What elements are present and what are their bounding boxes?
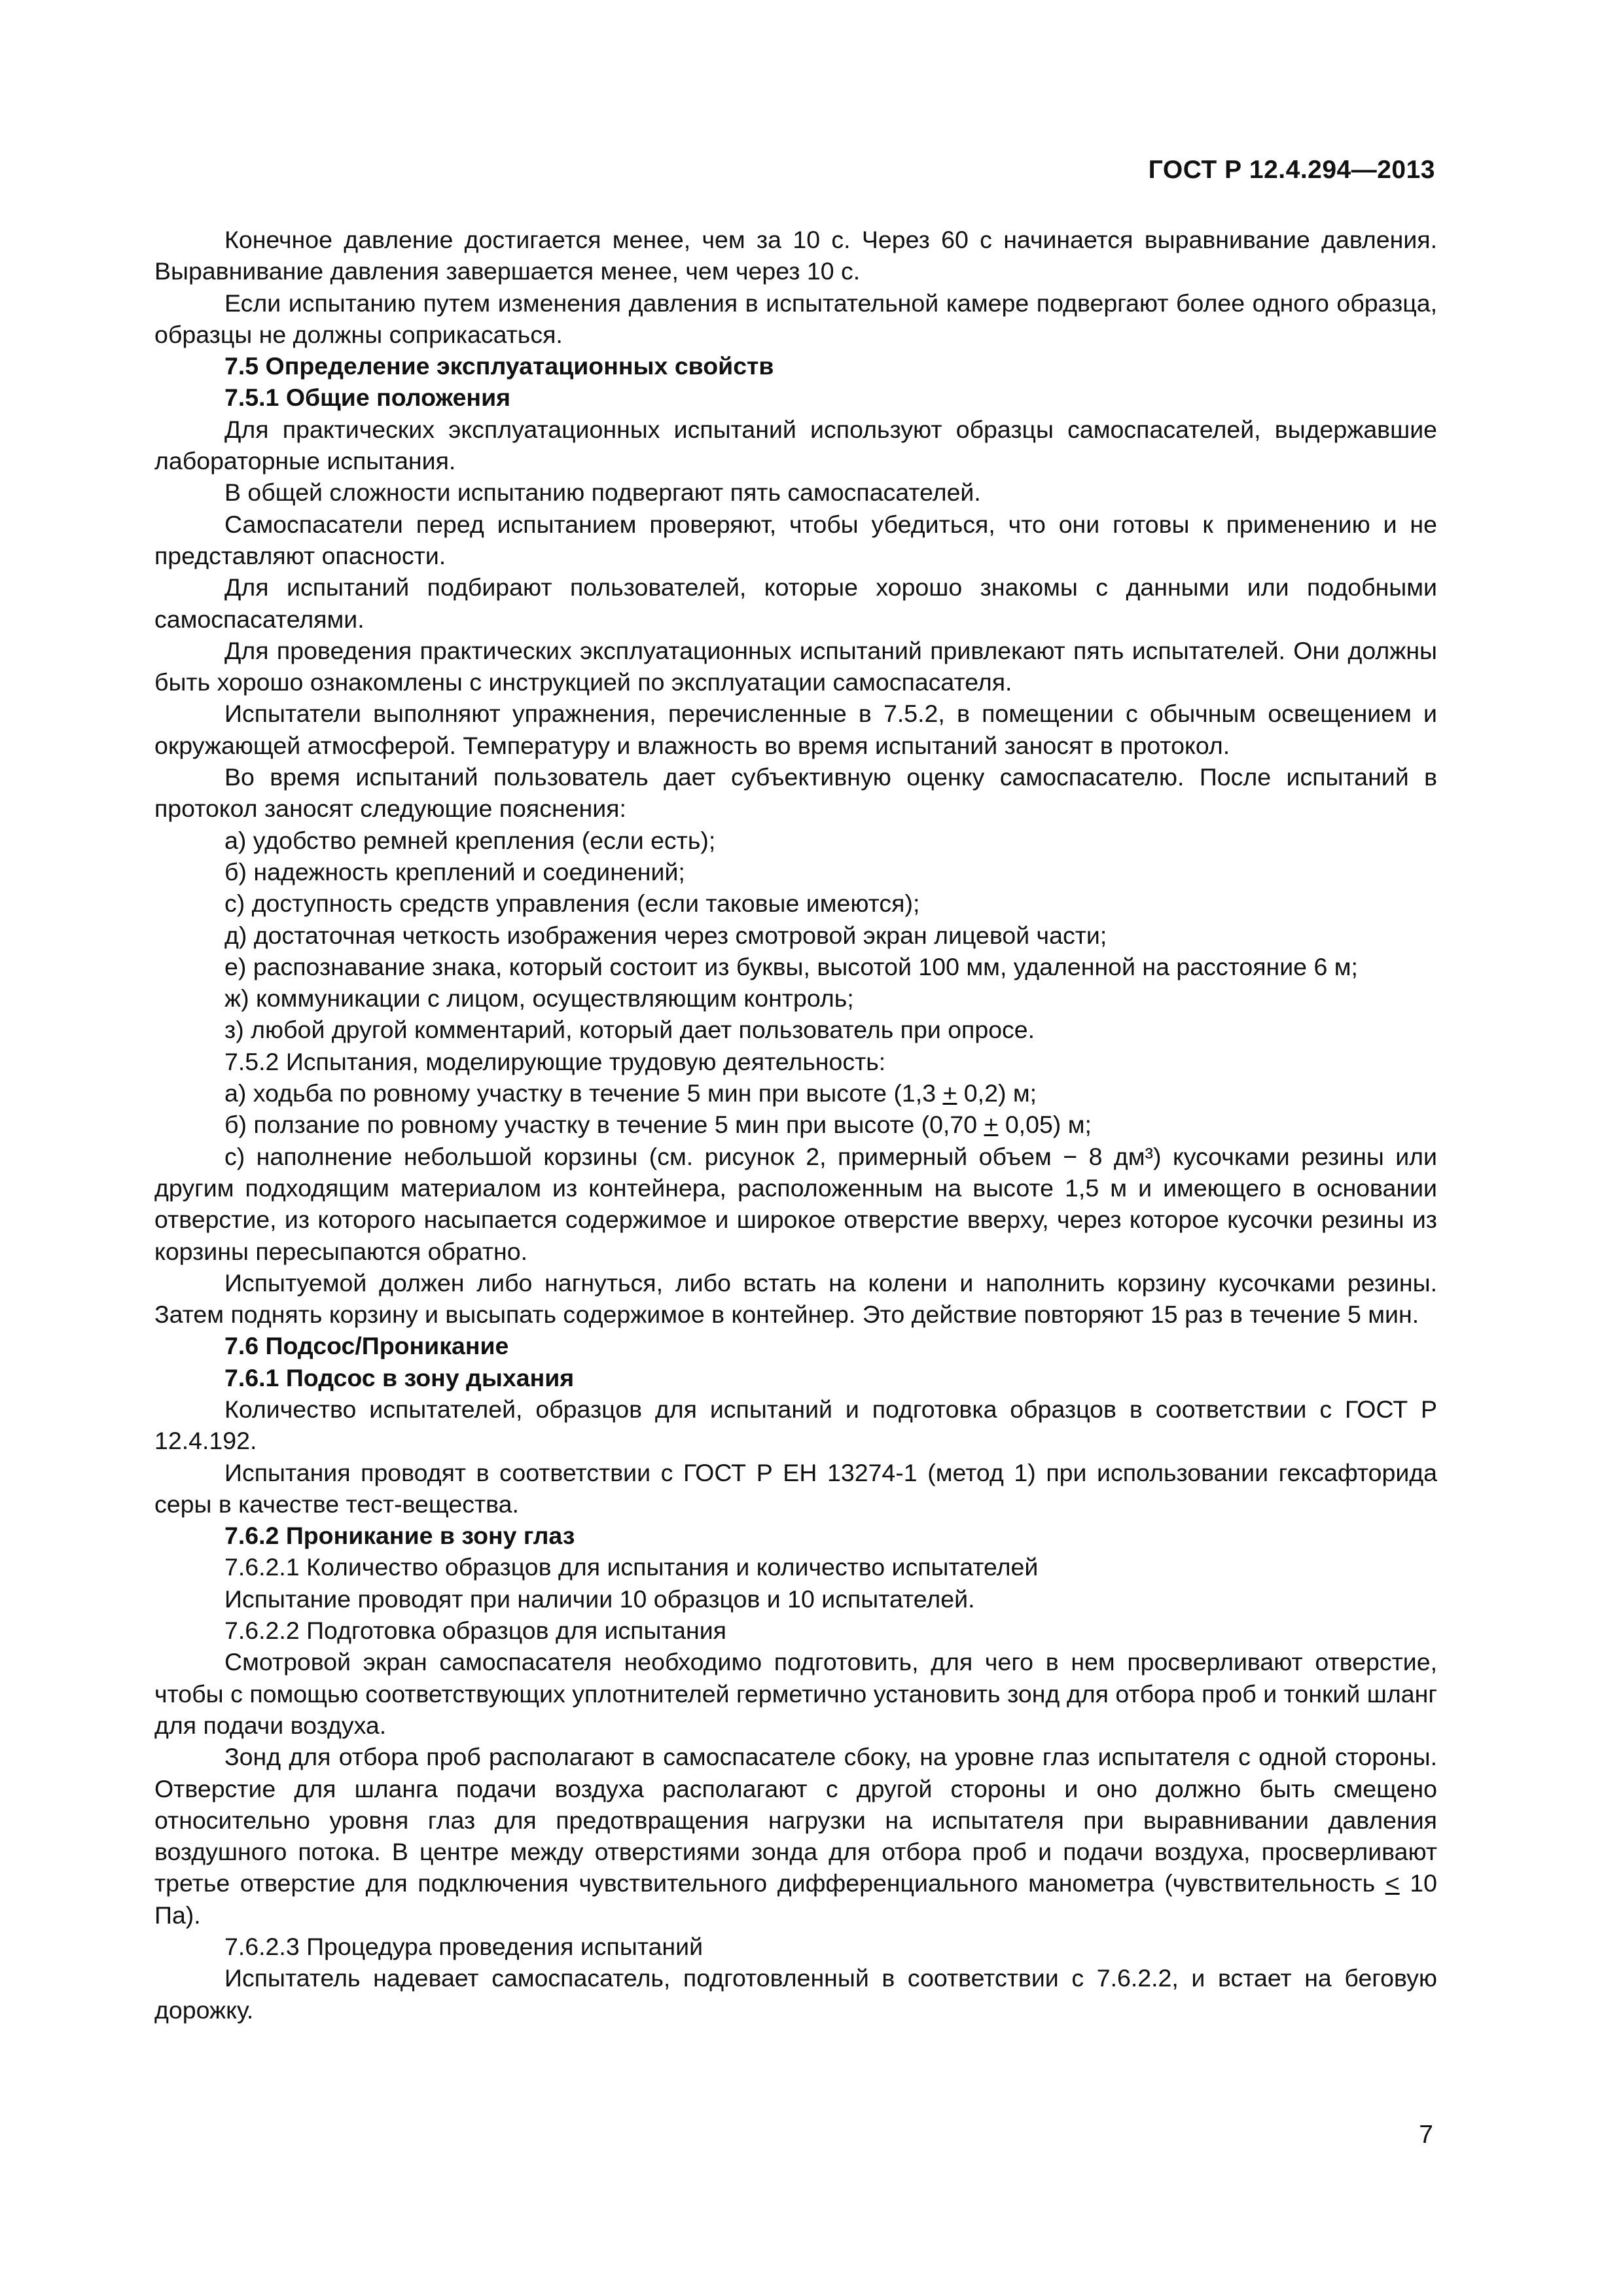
list-item: ж) коммуникации с лицом, осуществляющим контроль;	[224, 984, 854, 1013]
paragraph: Смотровой экран самоспасателя необходимо подготовить, для чего в нем просверливают отверстие, чтобы с помощью соответствующих уплотнителей герметично установить зонд для отбора проб и тонкий шланг для подачи воздуха.	[154, 1648, 1437, 1739]
list-item: е) распознавание знака, который состоит из буквы, высотой 100 мм, удаленной на расстояние 6 м;	[224, 952, 1358, 980]
text-segment: Зонд для отбора проб располагают в самоспасателе сбоку, на уровне глаз испытателя с одной стороны. Отверстие для шланга подачи воздуха располагают с другой стороны и оно должно быть смещено относительно уровня глаз для предотвращения нагрузки на испытателя при выравнивании давления воздушного потока. В центре между отверстиями зонда для отбора проб и подачи воздуха, просверливают третье отверстие для подключения чувствительного дифференциального манометра (чувствительность	[154, 1743, 1437, 1897]
list-item: б) надежность креплений и соединений;	[224, 857, 685, 886]
paragraph: Во время испытаний пользователь дает субъективную оценку самоспасателю. После испытаний в протокол заносят следующие пояснения:	[154, 763, 1437, 823]
paragraph: Испытатели выполняют упражнения, перечисленные в 7.5.2, в помещении с обычным освещением и окружающей атмосферой. Температуру и влажность во время испытаний заносят в протокол.	[154, 700, 1437, 759]
paragraph: 7.5.2 Испытания, моделирующие трудовую деятельность:	[224, 1047, 886, 1075]
paragraph: Испытание проводят при наличии 10 образцов и 10 испытателей.	[224, 1585, 975, 1613]
document-body	[154, 224, 1437, 2026]
less-or-equal-sign: <	[1385, 1869, 1400, 1897]
text-segment: 10 Па).	[154, 1869, 1437, 1929]
plus-minus-sign: +	[942, 1079, 957, 1107]
list-item: д) достаточная четкость изображения через смотровой экран лицевой части;	[224, 921, 1107, 949]
paragraph: Конечное давление достигается менее, чем за 10 с. Через 60 с начинается выравнивание давления. Выравнивание давления завершается менее, чем через 10 с.	[154, 226, 1437, 285]
paragraph: Если испытанию путем изменения давления в испытательной камере подвергают более одного образца, образцы не должны соприкасаться.	[154, 289, 1437, 348]
document-number: ГОСТ Р 12.4.294—2013	[1148, 156, 1435, 184]
paragraph: Испытания проводят в соответствии с ГОСТ Р ЕН 13274-1 (метод 1) при использовании гексафторида серы в качестве тест-вещества.	[154, 1458, 1437, 1518]
clause-heading: 7.6.2.3 Процедура проведения испытаний	[224, 1933, 704, 1961]
paragraph	[154, 1741, 1437, 1931]
paragraph: В общей сложности испытанию подвергают пять самоспасателей.	[224, 478, 981, 507]
list-item: с) доступность средств управления (если таковые имеются);	[224, 889, 920, 918]
list-item	[154, 1077, 1437, 1109]
paragraph: Для практических эксплуатационных испытаний используют образцы самоспасателей, выдержавшие лабораторные испытания.	[154, 415, 1437, 475]
paragraph: Самоспасатели перед испытанием проверяют, чтобы убедиться, что они готовы к применению и не представляют опасности.	[154, 510, 1437, 569]
paragraph: Для проведения практических эксплуатационных испытаний привлекают пять испытателей. Они должны быть хорошо ознакомлены с инструкцией по эксплуатации самоспасателя.	[154, 636, 1437, 696]
list-item: з) любой другой комментарий, который дает пользователь при опросе.	[224, 1016, 1035, 1044]
text-segment: 0,05) м;	[998, 1111, 1092, 1139]
paragraph: Испытатель надевает самоспасатель, подготовленный в соответствии с 7.6.2.2, и встает на беговую дорожку.	[154, 1964, 1437, 2024]
text-segment: б) ползание по ровному участку в течение 5 мин при высоте (0,70	[224, 1111, 984, 1139]
paragraph: Испытуемой должен либо нагнуться, либо встать на колени и наполнить корзину кусочками резины. Затем поднять корзину и высыпать содержимое в контейнер. Это действие повторяют 15 раз в течение 5 мин.	[154, 1268, 1437, 1329]
list-item	[154, 1109, 1437, 1140]
subsection-heading: 7.6.2 Проникание в зону глаз	[224, 1522, 575, 1550]
list-item: с) наполнение небольшой корзины (см. рисунок 2, примерный объем − 8 дм³) кусочками резины или другим подходящим материалом из контейнера, расположенным на высоте 1,5 м и имеющего в основании отверстие, из которого насыпается содержимое и широкое отверстие вверху, через которое кусочки резины из корзины пересыпаются обратно.	[154, 1142, 1437, 1265]
text-segment: а) ходьба по ровному участку в течение 5 мин при высоте (1,3	[224, 1079, 943, 1107]
text-segment: 0,2) м;	[957, 1079, 1037, 1107]
paragraph: Для испытаний подбирают пользователей, которые хорошо знакомы с данными или подобными самоспасателями.	[154, 573, 1437, 633]
section-heading: 7.6 Подсос/Проникание	[224, 1332, 509, 1360]
paragraph: Количество испытателей, образцов для испытаний и подготовка образцов в соответствии с ГОСТ Р 12.4.192.	[154, 1395, 1437, 1455]
clause-heading: 7.6.2.2 Подготовка образцов для испытания	[224, 1617, 726, 1645]
subsection-heading: 7.5.1 Общие положения	[224, 384, 511, 412]
subsection-heading: 7.6.1 Подсос в зону дыхания	[224, 1363, 575, 1391]
clause-heading: 7.6.2.1 Количество образцов для испытания и количество испытателей	[224, 1553, 1039, 1581]
page-number: 7	[1419, 2121, 1433, 2149]
section-heading: 7.5 Определение эксплуатационных свойств	[224, 352, 774, 380]
plus-minus-sign: +	[984, 1111, 999, 1139]
list-item: а) удобство ремней крепления (если есть);	[224, 826, 716, 854]
